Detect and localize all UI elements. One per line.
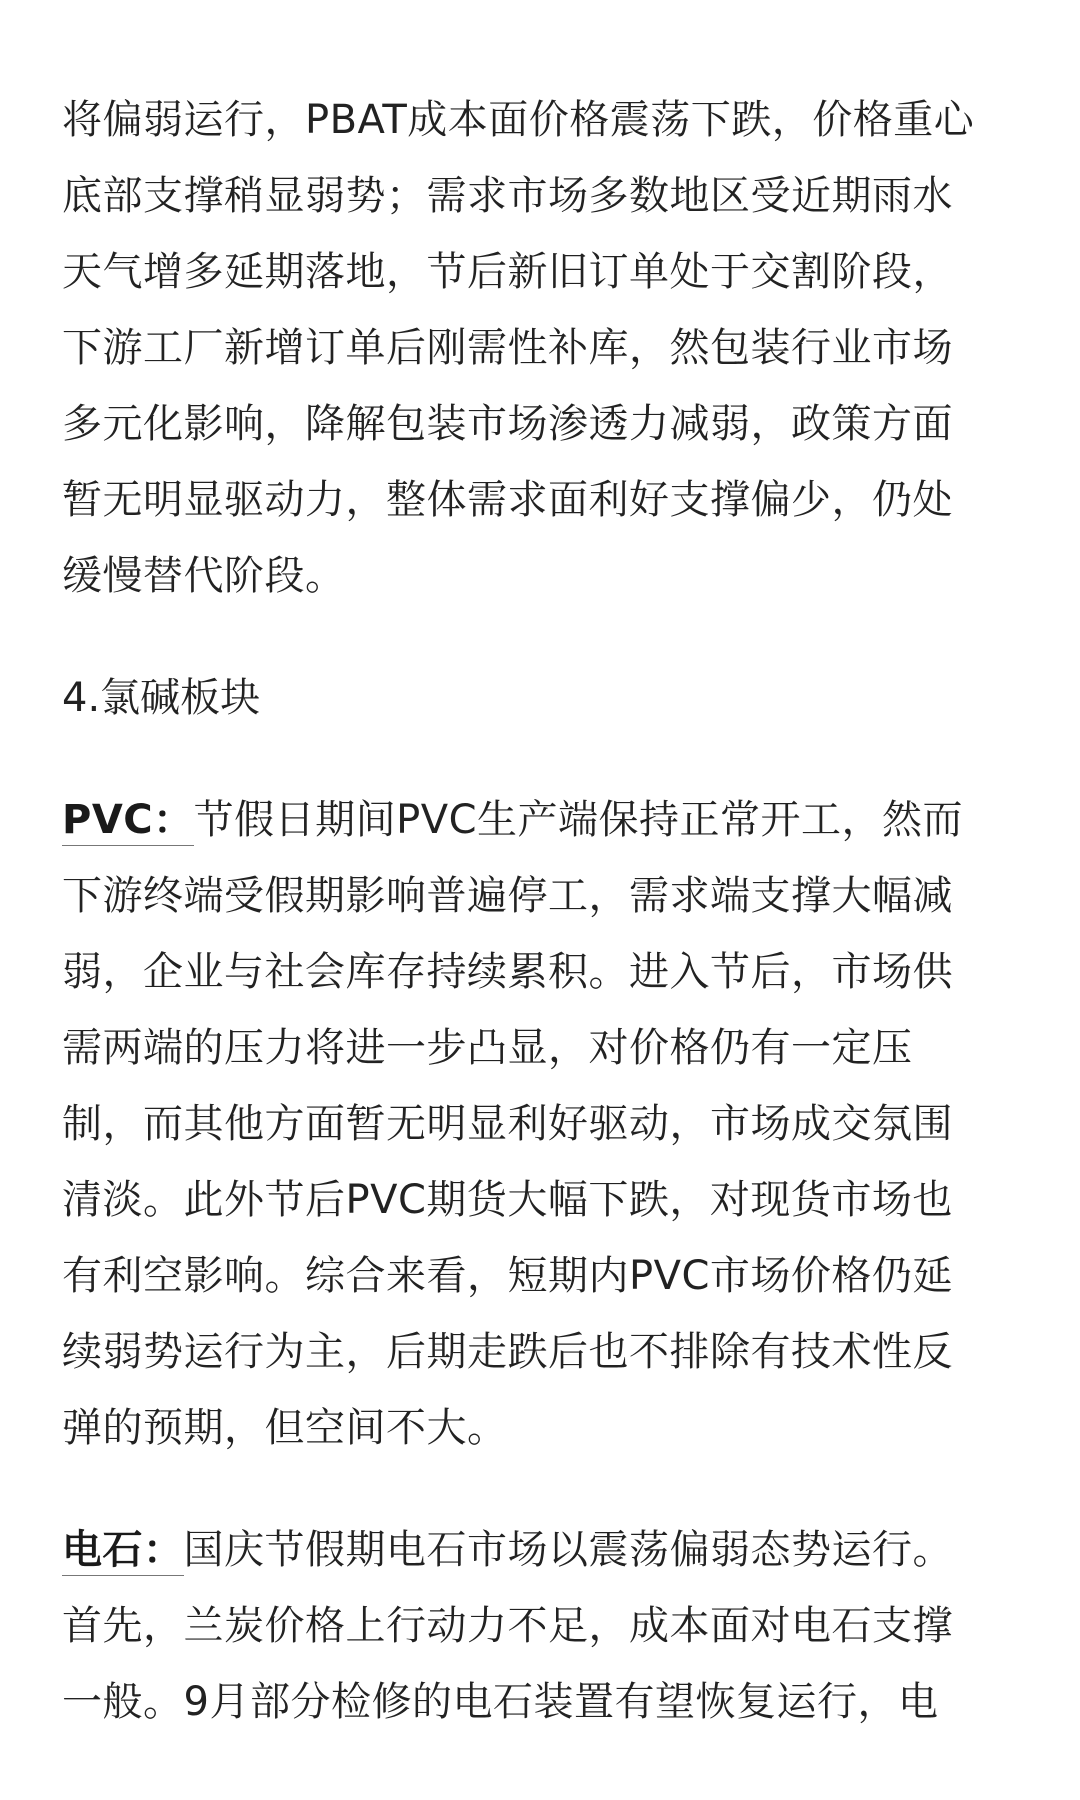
text-line: 清淡。此外节后PVC期货大幅下跌，对现货市场也 — [62, 1177, 953, 1223]
text-line: 将偏弱运行，PBAT成本面价格震荡下跌，价格重心 — [62, 97, 975, 143]
paragraph-pvc — [62, 782, 1022, 1466]
text-line: 首先，兰炭价格上行动力不足，成本面对电石支撑 — [62, 1603, 953, 1649]
section-heading: 4.氯碱板块 — [62, 675, 261, 721]
calcium-carbide-first-line: 国庆节假期电石市场以震荡偏弱态势运行。 — [183, 1527, 953, 1573]
pvc-first-line: 节假日期间PVC生产端保持正常开工，然而 — [193, 797, 964, 843]
text-line: 缓慢替代阶段。 — [62, 553, 346, 599]
text-line: 下游工厂新增订单后刚需性补库，然包装行业市场 — [62, 325, 953, 371]
text-line: 弱，企业与社会库存持续累积。进入节后，市场供 — [62, 949, 953, 995]
text-line: 制，而其他方面暂无明显利好驱动，市场成交氛围 — [62, 1101, 953, 1147]
paragraph-calcium-carbide — [62, 1512, 1022, 1740]
text-line: 天气增多延期落地，节后新旧订单处于交割阶段， — [62, 249, 953, 295]
text-line: 底部支撑稍显弱势；需求市场多数地区受近期雨水 — [62, 173, 953, 219]
text-line: 下游终端受假期影响普遍停工，需求端支撑大幅减 — [62, 873, 953, 919]
text-line: 暂无明显驱动力，整体需求面利好支撑偏少，仍处 — [62, 477, 953, 523]
text-line — [62, 1512, 1022, 1588]
article-body — [62, 82, 1022, 1740]
text-line: 弹的预期，但空间不大。 — [62, 1405, 508, 1451]
text-line: 有利空影响。综合来看，短期内PVC市场价格仍延 — [62, 1253, 953, 1299]
pvc-label: PVC： — [62, 797, 194, 846]
text-line: 一般。9月部分检修的电石装置有望恢复运行，电 — [62, 1679, 939, 1725]
text-line: 续弱势运行为主，后期走跌后也不排除有技术性反 — [62, 1329, 953, 1375]
paragraph-pbat — [62, 82, 1022, 614]
text-line — [62, 782, 1022, 858]
text-line: 多元化影响，降解包装市场渗透力减弱，政策方面 — [62, 401, 953, 447]
calcium-carbide-label: 电石： — [62, 1527, 184, 1576]
text-line: 需两端的压力将进一步凸显，对价格仍有一定压 — [62, 1025, 913, 1071]
